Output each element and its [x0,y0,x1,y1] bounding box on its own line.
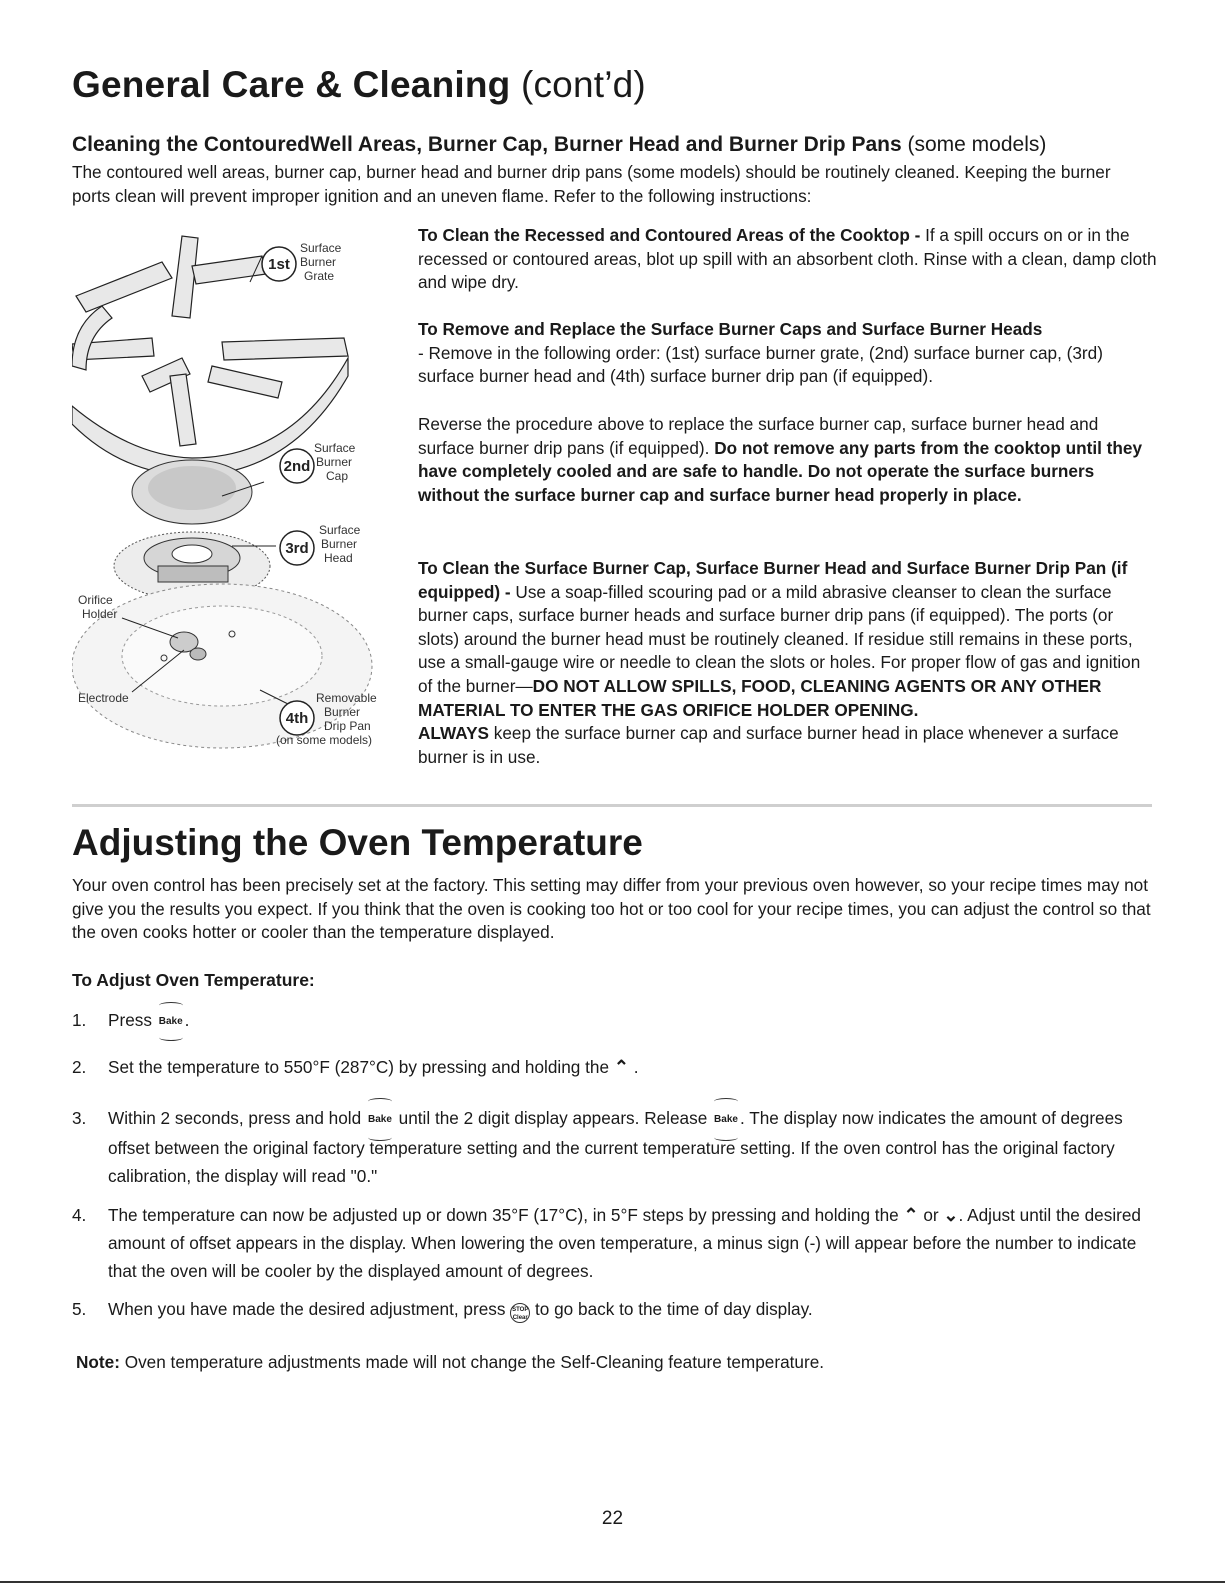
svg-text:Electrode: Electrode [78,691,129,705]
svg-text:Head: Head [324,551,353,565]
bake-key-icon: Bake [712,1106,740,1134]
svg-text:2nd: 2nd [283,458,311,475]
svg-text:4th: 4th [285,710,309,727]
svg-text:Grate: Grate [304,269,335,283]
clean-cap-head-paragraph: To Clean the Surface Burner Cap, Surface Burner Head and Surface Burner Drip Pan (if equipped) - Use a soap-filled scouring pad or a mild abrasive cleanser to clean the surface burner caps, surface burner heads and surface burner drip pans (if equipped). The ports (or slots) around the burner head must be routinely cleaned. If residue still remains in these ports, use a small-gauge wire or needle to clean the slots or holes. For proper flow of gas and ignition of the burner—DO NOT ALLOW SPILLS, FOOD, CLEANING AGENTS OR ANY OTHER MATERIAL TO ENTER THE GAS ORIFICE HOLDER OPENING. ALWAYS keep the surface burner cap and surface burner head in place whenever a surface burner is in use. [418,558,1141,767]
up-arrow-icon: ⌃ [613,1057,629,1077]
step-4-badge [280,701,314,735]
svg-text:(on some models): (on some models) [276,733,373,747]
cleaning-heading: Cleaning the ContouredWell Areas, Burner Cap, Burner Head and Burner Drip Pans (some models) [72,133,1047,156]
bake-key-icon: Bake [157,1010,185,1034]
adjust-subheading: To Adjust Oven Temperature: [72,970,315,990]
svg-text:3rd: 3rd [285,540,309,557]
down-arrow-icon: ⌄ [943,1205,959,1225]
oven-intro: Your oven control has been precisely set at the factory. This setting may differ from your previous oven however, so your recipe times may not give you the results you expect. If you think that the oven is cooking too hot or too cool for your recipe times, you can adjust the control so that the oven cooks hotter or cooler than the temperature displayed. [72,875,1151,943]
oven-heading: Adjusting the Oven Temperature [72,822,643,863]
bake-key-icon: Bake [366,1106,394,1134]
svg-text:Holder: Holder [82,607,118,621]
section-divider [72,804,1152,807]
step-2-badge [280,449,314,483]
step-3: 3. Within 2 seconds, press and hold Bake until the 2 digit display appears. Release Bake . The display now indicates the amount of degrees offset between the original factory temperature setting and the current temperature setting. If the oven control has the original factory calibration, the display will read "0." [72,1108,1123,1186]
page-number: 22 [601,1508,624,1529]
burner-parts-diagram [72,226,412,786]
step-3-badge [280,531,314,565]
svg-text:Surface: Surface [319,523,361,537]
step-1-badge [262,247,296,281]
cleaning-intro: The contoured well areas, burner cap, burner head and burner drip pans (some models) should be routinely cleaned. Keeping the burner ports clean will prevent improper ignition and an uneven flame. Refer to the following instructions: [72,162,1111,206]
svg-text:Burner: Burner [300,255,337,269]
svg-text:Removable: Removable [316,691,377,705]
bottom-rule [0,1581,1225,1583]
step-4: 4. The temperature can now be adjusted up or down 35°F (17°C), in 5°F steps by pressing and holding the ⌃ or ⌄. Adjust until the desired amount of offset appears in the display. When lowering the oven temperature, a minus sign (-) will appear before the number to indicate that the oven will be cooler by the displayed amount of degrees. [72,1205,1141,1281]
stop-clear-key-icon: STOP Clear [510,1303,530,1323]
page-title: General Care & Cleaning (cont’d) [72,64,646,105]
reverse-procedure-paragraph: Reverse the procedure above to replace the surface burner cap, surface burner head and surface burner drip pans (if equipped). Do not remove any parts from the cooktop until they have completely cooled and are safe to handle. Do not operate the surface burners without the surface burner cap and surface burner head properly in place. [418,414,1143,505]
svg-text:Cap: Cap [326,469,349,483]
svg-text:Surface: Surface [314,441,356,455]
svg-text:Drip Pan: Drip Pan [324,719,371,733]
clean-recessed-paragraph: To Clean the Recessed and Contoured Areas of the Cooktop - If a spill occurs on or in the recessed or contoured areas, blot up spill with an absorbent cloth. Rinse with a clean, damp cloth and wipe dry. [418,225,1157,293]
step-1: 1. Press Bake . [72,1008,1152,1034]
svg-text:Surface: Surface [300,241,342,255]
svg-text:Burner: Burner [316,455,353,469]
svg-text:Burner: Burner [324,705,361,719]
step-5: 5. When you have made the desired adjustment, press STOP Clear to go back to the time of day display. [72,1299,813,1321]
step-2: 2. Set the temperature to 550°F (287°C) by pressing and holding the ⌃ . [72,1057,639,1077]
svg-text:1st: 1st [268,256,290,273]
remove-replace-paragraph: To Remove and Replace the Surface Burner Caps and Surface Burner Heads - Remove in the following order: (1st) surface burner grate, (2nd) surface burner cap, (3rd) surface burner head and (4th) surface burner drip pan (if equipped). [418,319,1103,387]
svg-text:Orifice: Orifice [78,593,113,607]
note: Note: Oven temperature adjustments made will not change the Self-Cleaning feature temperature. [76,1352,825,1372]
svg-text:Burner: Burner [321,537,358,551]
up-arrow-icon: ⌃ [903,1205,919,1225]
